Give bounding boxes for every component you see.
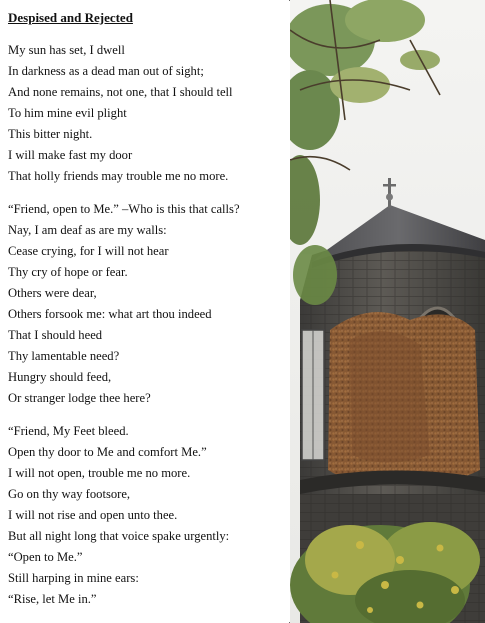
- poem-line: Open thy door to Me and comfort Me.”: [8, 445, 207, 459]
- poem-line: Still harping in mine ears:: [8, 571, 139, 585]
- poem-line: My sun has set, I dwell: [8, 43, 125, 57]
- poem-line: Nay, I am deaf as are my walls:: [8, 223, 167, 237]
- poem-line: Others were dear,: [8, 286, 97, 300]
- poem-line: Go on thy way footsore,: [8, 487, 131, 501]
- poem-line: “Friend, open to Me.” –Who is this that calls?: [8, 202, 240, 216]
- poem-line: “Rise, let Me in.”: [8, 592, 97, 606]
- poem-line: Hungry should feed,: [8, 370, 112, 384]
- poem-line: I will not open, trouble me no more.: [8, 466, 191, 480]
- poem-line: “Friend, My Feet bleed.: [8, 424, 129, 438]
- poem-line: And none remains, not one, that I should tell: [8, 85, 233, 99]
- poem-line: That I should heed: [8, 328, 103, 342]
- poem-line: Thy cry of hope or fear.: [8, 265, 128, 279]
- poem-line: Thy lamentable need?: [8, 349, 120, 363]
- poem-line: I will not rise and open unto thee.: [8, 508, 178, 522]
- poem-title: Despised and Rejected: [8, 10, 133, 25]
- poem-line: This bitter night.: [8, 127, 93, 141]
- poem-line: Or stranger lodge thee here?: [8, 391, 151, 405]
- poem-line: To him mine evil plight: [8, 106, 127, 120]
- poem-line: Cease crying, for I will not hear: [8, 244, 169, 258]
- poem-line: “Open to Me.”: [8, 550, 83, 564]
- poem-line: Others forsook me: what art thou indeed: [8, 307, 212, 321]
- poem-line: In darkness as a dead man out of sight;: [8, 64, 204, 78]
- poem-line: That holly friends may trouble me no more.: [8, 169, 229, 183]
- poem-line: I will make fast my door: [8, 148, 133, 162]
- church-tower-photo: [290, 0, 485, 623]
- poem-line: But all night long that voice spake urgently:: [8, 529, 230, 543]
